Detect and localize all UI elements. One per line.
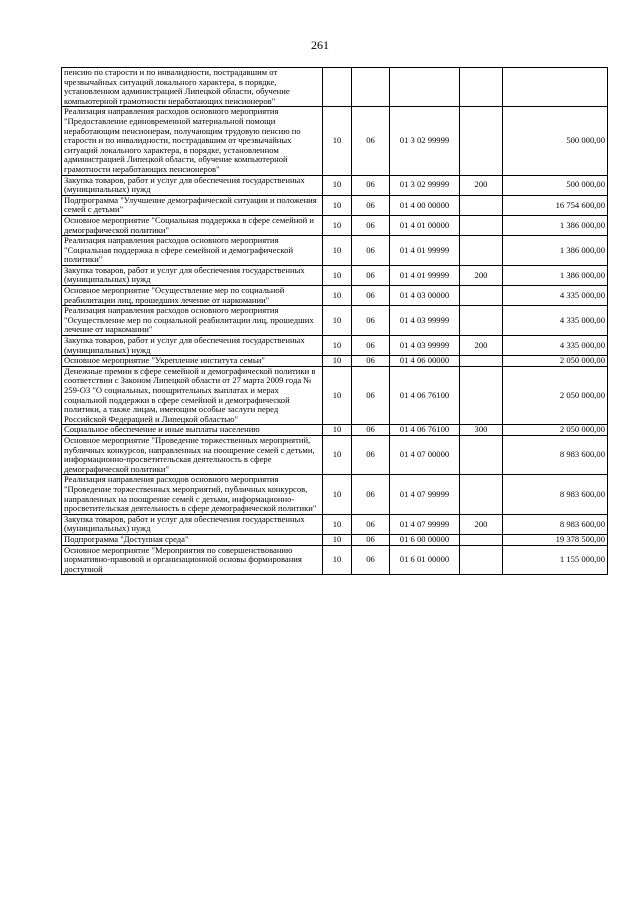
- budget-table: [61, 67, 608, 575]
- subsection-code-cell: 06: [352, 425, 390, 436]
- subsection-code-cell: 06: [352, 175, 390, 195]
- amount-cell: 8 983 600,00: [503, 475, 608, 514]
- table-row: [62, 175, 608, 195]
- section-code-cell: 10: [323, 425, 352, 436]
- expense-type-cell: [460, 366, 503, 425]
- expense-type-cell: [460, 306, 503, 336]
- table-row: [62, 236, 608, 266]
- subsection-code-cell: 06: [352, 107, 390, 175]
- target-article-cell: 01 4 01 99999: [390, 236, 460, 266]
- expense-type-cell: 300: [460, 425, 503, 436]
- expense-type-cell: [460, 475, 503, 514]
- expense-name-cell: Основное мероприятие "Проведение торжественных мероприятий, публичных конкурсов, направленных на поощрение семей с детьми, информационно-просветительская деятельность в сфере демографической политики": [62, 435, 323, 474]
- section-code-cell: 10: [323, 545, 352, 575]
- subsection-code-cell: 06: [352, 236, 390, 266]
- target-article-cell: 01 3 02 99999: [390, 107, 460, 175]
- expense-type-cell: [460, 236, 503, 266]
- section-code-cell: 10: [323, 366, 352, 425]
- table-row: [62, 68, 608, 107]
- subsection-code-cell: 06: [352, 545, 390, 575]
- expense-type-cell: [460, 107, 503, 175]
- expense-name-cell: Реализация направления расходов основного мероприятия "Социальная поддержка в сфере семейной и демографической политики": [62, 236, 323, 266]
- expense-name-cell: пенсию по старости и по инвалидности, пострадавшим от чрезвычайных ситуаций локального характера, в порядке, установленном администрацией Липецкой области, обучение компьютерной грамотности неработающих пенсионеров": [62, 68, 323, 107]
- table-row: [62, 545, 608, 575]
- table-row: [62, 435, 608, 474]
- target-article-cell: 01 6 00 00000: [390, 534, 460, 545]
- expense-name-cell: Социальное обеспечение и иные выплаты населению: [62, 425, 323, 436]
- expense-type-cell: 200: [460, 265, 503, 285]
- amount-cell: 1 386 000,00: [503, 215, 608, 235]
- amount-cell: 1 386 000,00: [503, 236, 608, 266]
- expense-name-cell: Подпрограмма "Улучшение демографической ситуации и положения семей с детьми": [62, 195, 323, 215]
- amount-cell: [503, 68, 608, 107]
- expense-type-cell: 200: [460, 514, 503, 534]
- expense-type-cell: [460, 195, 503, 215]
- expense-name-cell: Закупка товаров, работ и услуг для обеспечения государственных (муниципальных) нужд: [62, 336, 323, 356]
- amount-cell: 19 378 500,00: [503, 534, 608, 545]
- expense-name-cell: Закупка товаров, работ и услуг для обеспечения государственных (муниципальных) нужд: [62, 265, 323, 285]
- section-code-cell: 10: [323, 215, 352, 235]
- table-row: [62, 195, 608, 215]
- expense-name-cell: Основное мероприятие "Мероприятия по совершенствованию нормативно-правовой и организационной основы формирования доступной: [62, 545, 323, 575]
- expense-type-cell: 200: [460, 175, 503, 195]
- subsection-code-cell: 06: [352, 534, 390, 545]
- subsection-code-cell: 06: [352, 306, 390, 336]
- target-article-cell: [390, 68, 460, 107]
- amount-cell: 500 000,00: [503, 175, 608, 195]
- target-article-cell: 01 4 01 99999: [390, 265, 460, 285]
- subsection-code-cell: 06: [352, 356, 390, 367]
- subsection-code-cell: 06: [352, 336, 390, 356]
- section-code-cell: [323, 68, 352, 107]
- budget-table-body: [62, 68, 608, 575]
- section-code-cell: 10: [323, 336, 352, 356]
- expense-name-cell: Основное мероприятие "Укрепление института семьи": [62, 356, 323, 367]
- amount-cell: 500 000,00: [503, 107, 608, 175]
- section-code-cell: 10: [323, 306, 352, 336]
- amount-cell: 4 335 000,00: [503, 286, 608, 306]
- table-row: [62, 107, 608, 175]
- expense-type-cell: [460, 435, 503, 474]
- amount-cell: 4 335 000,00: [503, 336, 608, 356]
- section-code-cell: 10: [323, 514, 352, 534]
- expense-type-cell: [460, 534, 503, 545]
- amount-cell: 2 050 000,00: [503, 366, 608, 425]
- subsection-code-cell: 06: [352, 366, 390, 425]
- table-row: [62, 475, 608, 514]
- expense-type-cell: [460, 545, 503, 575]
- target-article-cell: 01 4 06 76100: [390, 425, 460, 436]
- amount-cell: 2 050 000,00: [503, 356, 608, 367]
- expense-type-cell: [460, 215, 503, 235]
- target-article-cell: 01 4 07 00000: [390, 435, 460, 474]
- section-code-cell: 10: [323, 286, 352, 306]
- section-code-cell: 10: [323, 107, 352, 175]
- amount-cell: 8 983 600,00: [503, 435, 608, 474]
- table-row: [62, 356, 608, 367]
- page-number: 261: [311, 38, 329, 52]
- table-row: [62, 306, 608, 336]
- expense-name-cell: Реализация направления расходов основного мероприятия "Предоставление единовременной материальной помощи неработающим пенсионерам, получающим трудовую пенсию по старости и по инвалидности, пострадавшим от чрезвычайных ситуаций локального характера, в порядке, установленном администрацией Липецкой области, обучение компьютерной грамотности неработающих пенсионеров": [62, 107, 323, 175]
- table-row: [62, 534, 608, 545]
- table-row: [62, 286, 608, 306]
- expense-name-cell: Закупка товаров, работ и услуг для обеспечения государственных (муниципальных) нужд: [62, 175, 323, 195]
- subsection-code-cell: 06: [352, 514, 390, 534]
- target-article-cell: 01 4 06 76100: [390, 366, 460, 425]
- expense-type-cell: [460, 356, 503, 367]
- amount-cell: 1 386 000,00: [503, 265, 608, 285]
- table-row: [62, 366, 608, 425]
- expense-type-cell: 200: [460, 336, 503, 356]
- amount-cell: 1 155 000,00: [503, 545, 608, 575]
- target-article-cell: 01 6 01 00000: [390, 545, 460, 575]
- section-code-cell: 10: [323, 175, 352, 195]
- subsection-code-cell: 06: [352, 215, 390, 235]
- target-article-cell: 01 4 03 99999: [390, 306, 460, 336]
- expense-name-cell: Основное мероприятие "Осуществление мер по социальной реабилитации лиц, прошедших лечение от наркомании": [62, 286, 323, 306]
- section-code-cell: 10: [323, 236, 352, 266]
- amount-cell: 2 050 000,00: [503, 425, 608, 436]
- target-article-cell: 01 4 07 99999: [390, 475, 460, 514]
- expense-name-cell: Основное мероприятие "Социальная поддержка в сфере семейной и демографической политики": [62, 215, 323, 235]
- section-code-cell: 10: [323, 356, 352, 367]
- expense-name-cell: Подпрограмма "Доступная среда": [62, 534, 323, 545]
- amount-cell: 8 983 600,00: [503, 514, 608, 534]
- subsection-code-cell: 06: [352, 265, 390, 285]
- expense-name-cell: Реализация направления расходов основного мероприятия "Проведение торжественных мероприятий, публичных конкурсов, направленных на поощрение семей с детьми, информационно-просветительская деятельность в сфере демографической политики": [62, 475, 323, 514]
- expense-type-cell: [460, 68, 503, 107]
- target-article-cell: 01 4 01 00000: [390, 215, 460, 235]
- amount-cell: 16 754 600,00: [503, 195, 608, 215]
- amount-cell: 4 335 000,00: [503, 306, 608, 336]
- section-code-cell: 10: [323, 475, 352, 514]
- target-article-cell: 01 4 07 99999: [390, 514, 460, 534]
- section-code-cell: 10: [323, 534, 352, 545]
- section-code-cell: 10: [323, 435, 352, 474]
- expense-name-cell: Реализация направления расходов основного мероприятия "Осуществление мер по социальной реабилитации лиц, прошедших лечение от наркомании": [62, 306, 323, 336]
- target-article-cell: 01 4 03 00000: [390, 286, 460, 306]
- subsection-code-cell: 06: [352, 475, 390, 514]
- target-article-cell: 01 4 03 99999: [390, 336, 460, 356]
- subsection-code-cell: 06: [352, 195, 390, 215]
- target-article-cell: 01 3 02 99999: [390, 175, 460, 195]
- subsection-code-cell: 06: [352, 435, 390, 474]
- section-code-cell: 10: [323, 265, 352, 285]
- expense-name-cell: Закупка товаров, работ и услуг для обеспечения государственных (муниципальных) нужд: [62, 514, 323, 534]
- table-row: [62, 265, 608, 285]
- subsection-code-cell: 06: [352, 286, 390, 306]
- subsection-code-cell: [352, 68, 390, 107]
- table-row: [62, 425, 608, 436]
- table-row: [62, 514, 608, 534]
- table-row: [62, 215, 608, 235]
- target-article-cell: 01 4 06 00000: [390, 356, 460, 367]
- table-row: [62, 336, 608, 356]
- expense-name-cell: Денежные премии в сфере семейной и демографической политики в соответствии с Законом Липецкой области от 27 марта 2009 года № 259-ОЗ "О социальных, поощрительных выплатах и мерах социальной поддержки в сфере семейной и демографической политики, а также лицам, имеющим особые заслуги перед Российской Федерацией и Липецкой областью": [62, 366, 323, 425]
- section-code-cell: 10: [323, 195, 352, 215]
- expense-type-cell: [460, 286, 503, 306]
- target-article-cell: 01 4 00 00000: [390, 195, 460, 215]
